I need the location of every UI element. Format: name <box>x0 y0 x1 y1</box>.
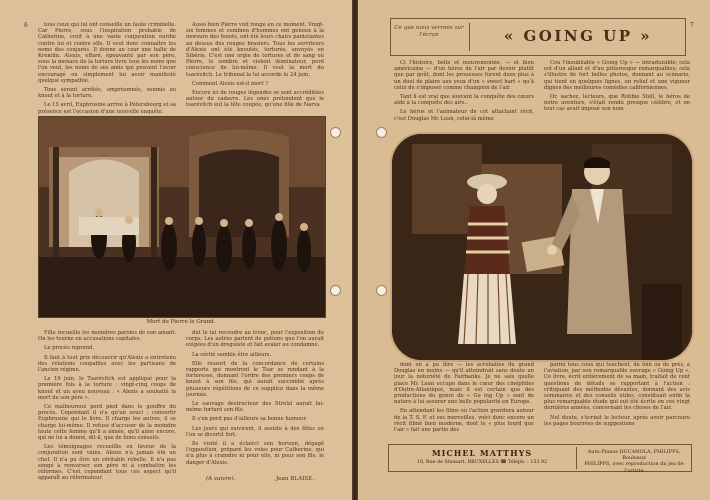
ad-merchant-address: 18, Rue de Stassart, BRUXELLES ☎ Téléph. : 153.92 <box>416 460 548 465</box>
right-page <box>358 0 710 500</box>
paragraph: Ils visité il a éclairci son horizon, dégagé l'opposition, préparé les voies pour Catherine, qui n'a plus à craindre ni pour elle, ni pour son fils, le danger d'Alexis. <box>186 441 324 466</box>
film-still-illustration <box>39 117 325 317</box>
paragraph: Fille recueille les moindres paroles de son amant. On les tourne en accusations capitales. <box>38 330 176 343</box>
paragraph: Les jours qui suivirent, il assiste à des fêtes où l'on se divertit fort. <box>186 425 324 438</box>
column-2-bottom <box>544 362 690 442</box>
page-number: 6 <box>24 22 28 29</box>
column-1 <box>394 60 534 130</box>
paragraph: Le héros et l'animateur de cet attachant récit, c'est Douglas Mc Lean, celui-là même <box>394 109 534 122</box>
column-2 <box>544 60 690 130</box>
paragraph: Le sauvage destructeur des Strelzi aurait lui-même torturé son fils. <box>186 401 324 414</box>
paragraph: Tous seront arrêtés, emprisonnés, soumis au knout et à la torture. <box>38 87 176 100</box>
column-1-bottom <box>38 330 176 482</box>
paragraph: Ce malheureux perd pied dans le gouffre du procès. Cependant il n'a qu'un souci : convertir Euphrosine qui le livre. Il charge les autres, il se charge lui-même. Il refuse d'accuser de la moindre faute cette femme qu'il a aimée, qu'il aime encore, qui ne lui a donné, dit-il, que de bons conseils. <box>38 404 176 442</box>
film-still-going-up <box>390 132 694 362</box>
paragraph: Nul doute, s'écriait le lecteur, après avoir parcouru les pages bourrées de suggestions <box>544 414 690 427</box>
banner-divider <box>469 23 470 51</box>
column-1-top <box>38 22 176 114</box>
paragraph: En attendant les films où l'action gravitera autour de la T. S. F. et ses merveilles, voici donc encore un récit filmé bien moderne, dont le « plus lourd que l'air » fait une partie des <box>394 408 534 434</box>
paragraph: tous ceux qui lui ont conseillé un faute criminelle. Car Pierre, sous l'inspiration probable de Catherine, croit à une vaste conjuration ourdie contre lui et contre elle. Il veut donc connaître les noms des conjurés. Il donne au czar une halte de Kremlin. Alexis, effaré, épouvanté par son père, sous la menace de la torture livre tous les noms que l'on veut, les noms de ses amis qui peuvent l'avoir encouragé ou simplement lui avoir manifesté quelque sympathie. <box>38 22 176 84</box>
ad-products <box>579 449 689 474</box>
paragraph: Encore ici de rouges légendes se sont accréditées autour du cadavre. Les unes prétendent que le tsarévitch eut la tête coupée, qu'une fille de Narva <box>186 90 324 109</box>
to-be-continued: (A suivre). <box>206 476 236 482</box>
paragraph: Ci l'histoire, belle et mouvementée, — et bien américaine — d'un héros de l'air par devoir plutôt que par goût, dont les prouesses furent dues plus à un duel de plaire aux yeux d'un « sweet hart » qu'à celui de s'imposer comme champion de l'air. <box>394 60 534 91</box>
article-banner <box>390 18 686 56</box>
banner-rubric: Ce que nous verrons sur l'écran <box>394 25 464 38</box>
binding-hole <box>330 285 341 296</box>
ad-divider <box>576 447 577 469</box>
paragraph: Comment Alexis est-il mort ? <box>192 80 269 87</box>
paragraph: Or, sachez, lecteurs, que Robbie Stell, le héros de notre aventure, s'était rendu presque célèbre, et en tout cas avait imposé son nom <box>544 94 690 113</box>
advertisement <box>388 444 692 472</box>
paragraph: La vérité semble être ailleurs. <box>192 351 272 358</box>
page-number: 7 <box>690 22 694 29</box>
column-2-bottom <box>186 330 324 470</box>
paragraph: dont on a pu dire — les acrobaties du grand Douglas en moins — qu'il atteindrait sans doute un jour la notoriété de Fairbanks. Je ne sais quelle place Mc Lean occupe dans le cœur des cinéphiles d'Outre-Atlantique, mais il est certain que des productions du genre de « Go ing Up » sont de nature à lui assurer une belle popularité en Europe. <box>394 362 534 406</box>
paragraph: parmi tous ceux qui touchent, de loin ou de près, à l'aviation, par son remarquable ouvrage « Going Up ». Ce livre, écrit entièrement de sa main, traitait de cent questions de détails se rapportant à l'action : critiquant des méthodes désuètes, donnant des avis sommaires et des conseils utiles, constituait enfin la plus remarquable étude qui eut été écrite en ces vingt dernières années, concernant les choses de l'air. <box>544 362 690 412</box>
paragraph: Tant il est vrai que souvent la conquête des cœurs aide à la conquête des airs.. <box>394 94 534 107</box>
paragraph: Cou l'inoubliable « Going Up » — intraduisible; cela est d'un allant et d'un pittoresque remarquables; cela s'illustre de fort belles photos, donnant au scénario, qui tient en quelques lignes, un relief et une vigueur dignes des meilleures comédies californiennes. <box>544 60 690 91</box>
paragraph: dut le lui recoudre au tronc, pour l'exposition du corps. Les autres parlent de potions que l'on aurait exigées d'un droguiste et fait avaler au condamné. <box>186 330 324 349</box>
paragraph: Le procès reprend. <box>44 345 95 352</box>
film-still-death-of-peter <box>38 116 326 318</box>
paragraph: Le 15 avril, Euphrosine arrive à Pétersbourg et sa présence est l'occasion d'une nouvelle enquête. <box>38 102 176 114</box>
author-signature: Jean BLAISE. <box>276 476 315 482</box>
article-title: « GOING UP » <box>503 27 653 45</box>
paragraph: Les témoignages recueillis en faveur de la conjuration sont vains. Alexis n'a jamais été un chef. Il n'a pu être un véritable rebelle. Il n'a pas songé à renverser son père ni à combattre les réformes. C'est cependant tous ces aspect qu'il apparaît au réformateur. <box>38 444 176 482</box>
binding-hole <box>376 127 387 138</box>
binding-hole <box>376 285 387 296</box>
paragraph: Aussi bien Pierre voit rouge en ce moment. Vingt-six femmes et combien d'hommes ont genoux à la morsure des fouets, ont été leurs chairs pantelantes au dessus des rouges brasiers. Tous les serviteurs d'Alexis ont été knoutés, torturés, envoyés en Sibérie. C'est une orgie de tortures et de sang où Pierre, le sombre et violent dominateur, perd conscience de lui-même. Il veut la mort du tsarévitch. Le tribunal la lui accorde le 24 juin. <box>186 22 324 78</box>
film-still-illustration <box>392 134 692 360</box>
column-2-top <box>186 22 324 114</box>
binding-hole <box>330 127 341 138</box>
ad-merchant <box>389 445 575 471</box>
ad-merchant-name: MICHEL MATTHYS <box>431 448 533 458</box>
photo-caption: Mort de Pierre le Grand. <box>146 319 216 325</box>
paragraph: Il s'en perd pas d'ailleurs sa bonne humeur. <box>192 416 307 423</box>
ad-products-line: PHILIPPS, avec reproduction du jeu de l'artiste <box>584 461 684 474</box>
paragraph: Le 19 juin, le Tsarévitch est appliqué pour la première fois à la torture : vingt-cinq coups de knout et un aveu nouveau : « Alexis a souhaité la mort de son père ». <box>38 376 176 401</box>
ad-products-line: Auto-Pianos DUCANOLA, PHILIPPS, Rouleaux <box>587 449 681 462</box>
paragraph: Il faut à tout prix découvrir qu'Alexis a entretenu des relations coupables avec les partisans de l'ancien régime. <box>38 354 176 374</box>
paragraph: Elle ressort de la concordance de certains rapports qui montrent le Tsar se rendant à la forteresse, donnant l'ordre des premiers coups de knout à son fils, qui aurait succombé après plusieurs répétitions de ce supplice dans la même journée. <box>186 360 324 398</box>
left-page <box>0 0 352 500</box>
column-1-bottom <box>394 362 534 442</box>
